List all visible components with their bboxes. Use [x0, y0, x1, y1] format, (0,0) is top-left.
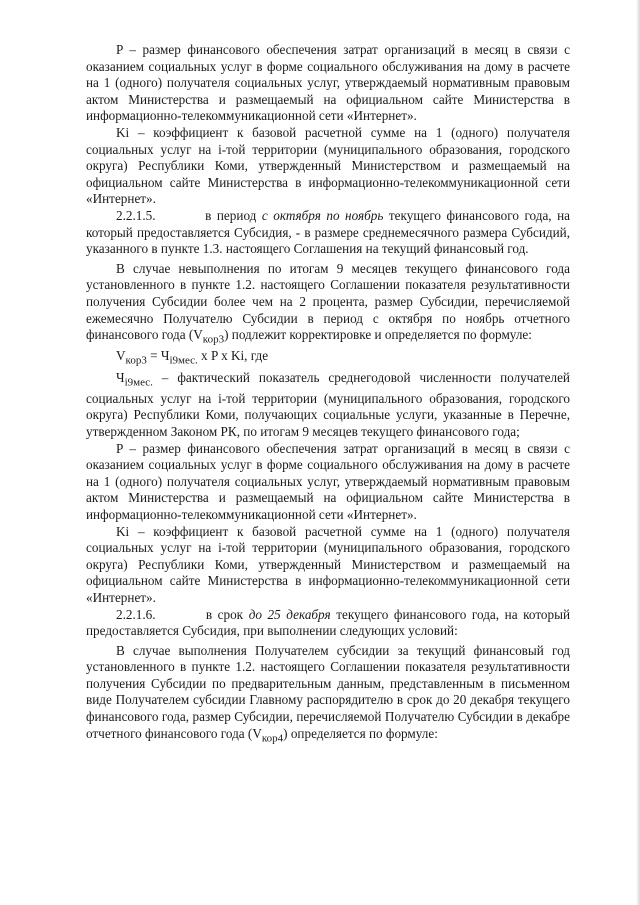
formula-vkor3 [86, 348, 570, 369]
subscript: i9мес. [169, 354, 198, 367]
paragraph-ki-definition [86, 125, 570, 208]
clause-number: 2.2.1.5. [116, 207, 156, 223]
text: в срок [205, 606, 244, 622]
document-page [86, 42, 570, 747]
text: ) подлежит корректировке и определяется по формуле: [224, 327, 532, 343]
text: – фактический показатель среднегодовой численности получателей социальных услуг на i-той территории (муниципального образования, городского округа) Республики Коми, получающих социальные услуги, указанные в Перечне, утвержденном Законом РК, по итогам 9 месяцев текущего финансового года; [86, 369, 570, 439]
text: В случае выполнения Получателем субсидии за текущий финансовый год установленного в пункте 1.2. настоящего Соглашении показателя результативности получения Субсидии по предварительным данным, представленным в письменном виде Получателем субсидии Главному распорядителю в срок до 20 декабря текущего финансового года, размер Субсидии, перечисляемой Получателю Субсидии в декабре отчетного финансового года (V [86, 642, 570, 741]
subscript: кор3 [202, 333, 225, 346]
paragraph-fulfillment [86, 643, 570, 747]
text: текущего финансового года, на который предоставляется Субсидия, при выполнении следующих условий: [86, 606, 571, 639]
subscript: i9мес. [124, 376, 153, 389]
italic-deadline: до 25 декабря [248, 606, 331, 622]
text: В случае невыполнения по итогам 9 месяцев текущего финансового года установленного в пункте 1.2. настоящего Соглашении показателя результативности получения Субсидии более чем на 2 процента, размер Субсидии, перечисляемой ежемесячно Получателю Субсидии в период с октября по ноябрь отчетного финансового года (V [86, 260, 570, 343]
paragraph-p-definition [86, 42, 570, 125]
italic-period: с октября по ноябрь [261, 207, 384, 223]
formula-eq: = Ч [146, 348, 170, 364]
text: P – размер финансового обеспечения затрат организаций в месяц в связи с оказанием социальных услуг в форме социального обслуживания на дому в расчете на 1 (одного) получателя социальных услуг, утверждаемый нормативным правовым актом Министерства и размещаемый на официальном сайте Министерства в информационно-телекоммуникационной сети «Интернет». [86, 42, 570, 124]
clause-2-2-1-6 [86, 607, 570, 640]
text: P – размер финансового обеспечения затрат организаций в месяц в связи с оказанием социальных услуг в форме социального обслуживания на дому в расчете на 1 (одного) получателя социальных услуг, утверждаемый нормативным правовым актом Министерства и размещаемый на официальном сайте Министерства в информационно-телекоммуникационной сети «Интернет». [86, 440, 570, 522]
scan-edge [636, 0, 640, 905]
symbol: Ч [116, 369, 125, 385]
subscript: кор3 [125, 354, 147, 367]
text: Ki – коэффициент к базовой расчетной сумме на 1 (одного) получателя социальных услуг на i-той территории (муниципального образования, городского округа) Республики Коми, утвержденный Министерством и размещаемый на официальном сайте Министерства в информационно-телекоммуникационной сети «Интернет». [86, 124, 570, 207]
formula-v: V [116, 348, 126, 364]
text: Ki – коэффициент к базовой расчетной сумме на 1 (одного) получателя социальных услуг на i-той территории (муниципального образования, городского округа) Республики Коми, утвержденный Министерством и размещаемый на официальном сайте Министерства в информационно-телекоммуникационной сети «Интернет». [86, 523, 570, 605]
clause-number: 2.2.1.6. [116, 606, 156, 622]
paragraph-ki-definition-2 [86, 524, 570, 607]
text: в период [205, 207, 257, 223]
text: ) определяется по формуле: [283, 725, 438, 741]
formula-rest: х P х Ki, где [197, 348, 269, 364]
paragraph-ch-definition [86, 370, 570, 441]
subscript: кор4 [261, 732, 284, 745]
text: текущего финансового года, на который предоставляется Субсидия, - в размере среднемесячного размера Субсидий, указанного в пункте 1.3. настоящего Соглашения на текущий финансовый год. [86, 207, 571, 257]
clause-2-2-1-5 [86, 208, 570, 258]
paragraph-p-definition-2 [86, 441, 570, 524]
paragraph-nonfulfillment [86, 261, 570, 349]
